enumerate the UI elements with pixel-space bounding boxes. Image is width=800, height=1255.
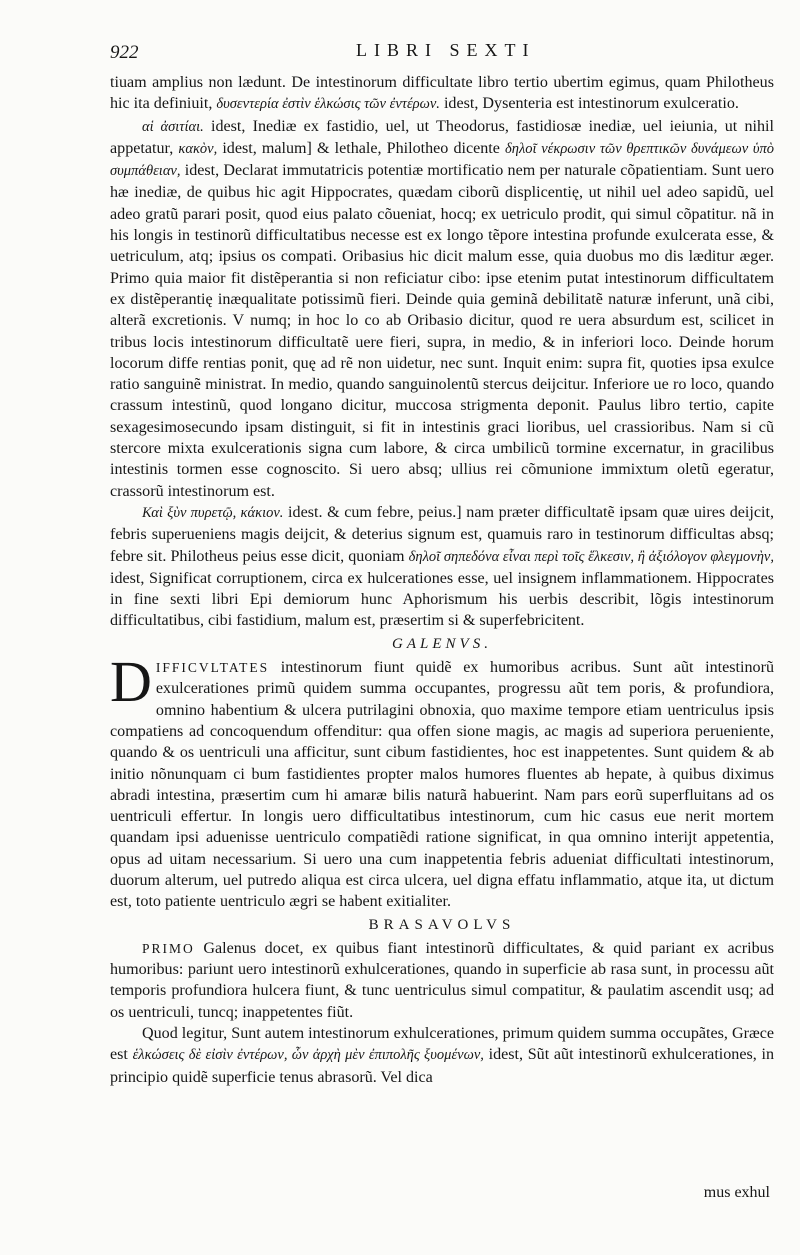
greek-text: δηλοῖ σηπεδόνα εἶναι περὶ τοῖς ἕλκεσιν, ἢ ἀξιόλογον φλεγμονὴν, — [408, 548, 774, 565]
greek-text: δηλοῖ νέκρωσιν τῶν θρεπτικῶν δυνάμεων ὑπὸ συμπάθειαν, — [110, 140, 774, 180]
small-caps-lead: PRIMO — [142, 940, 195, 956]
paragraph-galenus — [110, 649, 774, 913]
greek-text: κακὸν, — [178, 140, 218, 157]
text-span: idest, malum] & lethale, Philotheo dicente — [222, 139, 500, 157]
drop-cap: D — [110, 649, 152, 715]
text-span: intestinorum fiunt quidẽ ex humoribus acribus. Sunt aũt intestinorũ exulcerationes primũ quidem summa occupantes, progressu aũt tem poris, & profundiora, omnino habentium & ulcera putrilagini obnoxia, quo maxime tempore etiam uentriculus ipsis compatiens ad concoquendum offenditur: qua offen sione magis, ac magis ad superiora perueniente, quando & os uentriculi una afficitur, sunt cibum fastidientes, hoc est inappetentes. Sunt quidem & ab initio nõnunquam ci bum fastidientes propter malos humores fluentes ab hepate, à quibus diximus abradi intestina, præsertim cum hi amaræ bilis naturã habuerint. Nam pars eorũ superfluitans ad os uentriculi effertur. In longis uero difficultatibus intestinorum, cum hic casus eue nerit mortem quandam ipsi aduenisse uentriculo compatiẽdi ratione significat, in qua omnino interijt appetentia, opus ad uitam necessarium. Si uero una cum inappetentia febris adueniat difficultati intestinorum, duorum alterum, uel putredo aliqua est circa ulcera, uel digna effatu inflammatio, atque ita, ut dictum est, toto patiente uentriculo ægri se habent exitialiter. — [110, 659, 774, 911]
greek-text: δυσεντερία ἐστὶν ἑλκώσις τῶν ἐντέρων. — [216, 96, 440, 113]
section-heading-galenus: GALENVS. — [392, 635, 492, 652]
page-number: 922 — [110, 42, 139, 63]
text-span: Quod legitur, Sunt autem intestinorum exhulcerationes, primum quidem summa occupãtes, Græce est — [110, 1025, 774, 1064]
section-heading-brasavolus: BRASAVOLVS — [368, 916, 516, 933]
text-span: Galenus docet, ex quibus fiant intestinorũ difficultates, & quid pariant ex acribus humoribus: pariunt uero intestinorũ exhulcerationes, quando in superficie ab rasa sunt, in processu aũt temporis profundiora hulcera fiunt, & tunc uentriculus simul compatitur, & paulatim ascendit usq; ad os uentriculi, tuncq; inappetentes fiũt. — [110, 939, 774, 1021]
paragraph-febris — [110, 502, 774, 632]
running-title: LIBRI SEXTI — [356, 40, 536, 60]
text-span: idest, Sũt aũt intestinorũ exhulcerationes, in principio quidẽ superficie tenus abrasorũ. Vel dica — [110, 1046, 774, 1086]
paragraph-intro — [110, 72, 774, 116]
small-caps-lead: IFFICVLTATES — [155, 660, 270, 676]
paragraph-inediae — [110, 116, 774, 502]
text-span: idest, Inediæ ex fastidio, uel, ut Theodorus, fastidiosæ inediæ, uel ieiunia, ut nihil appetatur, — [110, 117, 774, 157]
running-head — [110, 40, 766, 66]
text-span: idest, Significat corruptionem, circa ex hulcerationes esse, uel insignem inflammationem. Hippocrates in fine sexti libri Epi demiorum hunc Aphorismum his uerbis describit, lõgis intestinorum difficultatibus, cibi fastidium, malum est, præsertim si & superfebricitent. — [110, 569, 774, 630]
text-span: tiuam amplius non lædunt. De intestinorum difficultate libro tertio ubertim egimus, quam Philotheus hic ita definiuit, — [110, 74, 774, 113]
text-span: idest. & cum febre, peius.] nam præter difficultatẽ ipsam quæ uires deijcit, febris superueniens magis deijcit, & deterius signum est, quamuis raro in testinorum difficultas absq; febre sit. Philotheus peius esse dicit, quoniam — [110, 503, 774, 565]
catchword: mus exhul — [703, 1184, 770, 1201]
paragraph-brasavolus — [110, 938, 774, 1023]
paragraph-brasavolus-2 — [110, 1023, 774, 1088]
text-body — [110, 72, 774, 1088]
greek-text: Καὶ ξὺν πυρετῷ, κάκιον. — [142, 504, 284, 521]
greek-text: ἑλκώσεις δὲ εἰσὶν ἐντέρων, ὧν ἀρχὴ μὲν ἐπιπολῆς ξυομένων, — [132, 1047, 484, 1064]
text-span: idest, Declarat immutatricis potentiæ mortificatio nem per naturale cõpatientiam. Sunt uero hæ inediæ, de quibus hic agit Hippocrates, quædam ciborũ displicentię, ut nihil uel adeo sapidũ, uel adeo gratũ parari posit, quod eius palato cõueniat, hocq; ex uetriculo prodit, qui simul cõpatitur. nã in his longis in testinorũ difficultatibus necesse est ex longo tẽpore intestina profunde exulcerata esse, & uetriculum, atq; ipsius os compati. Oribasius hic dicit malum esse, quia duobus mo dis læditur æger. Primo quia maior fit distẽperantia si non reficiatur cibo: ipse etenim putat intestinorum difficultatem ex distẽperantię inæqualitate potissimũ fieri. Deinde quia geminã debilitatẽ naturæ inferunt, unã cibi, alterã excretionis. V numq; in hoc lo co ab Oribasio dicitur, quod re uera absurdum est, scilicet in tribus locis intestinorum difficultatẽ uere fieri, supra, in medio, & in inferiori loco. Deinde horum locorum diffe rentias ponit, quę ad rẽ non uidetur, nec sunt. Inquit enim: supra fit, quoties ipsa exulce ratio sanguinẽ ministrat. In medio, quando sanguinolentũ stercus deijcitur. Inferiore ue ro loco, quando crassum intestinũ, quod longano dicitur, muccosa strigmenta deponit. Paulus libro tertio, capite sexagesimosecundo ipsam distinguit, si fit in intestinis graci lioribus, uel crassioribus. Nam si cũ stercore mixta exulcerationis signa cum labore, & circa umbilicũ tormine excernatur, in gracilibus intestinis tormen esse cognoscito. Si uero absq; ullius rei cõmunione immixtum oletũ egeratur, crassorũ intestinorum est. — [110, 162, 774, 500]
text-span: idest, Dysenteria est intestinorum exulceratio. — [443, 95, 739, 113]
greek-text: αἱ ἀσιτίαι. — [142, 118, 204, 135]
